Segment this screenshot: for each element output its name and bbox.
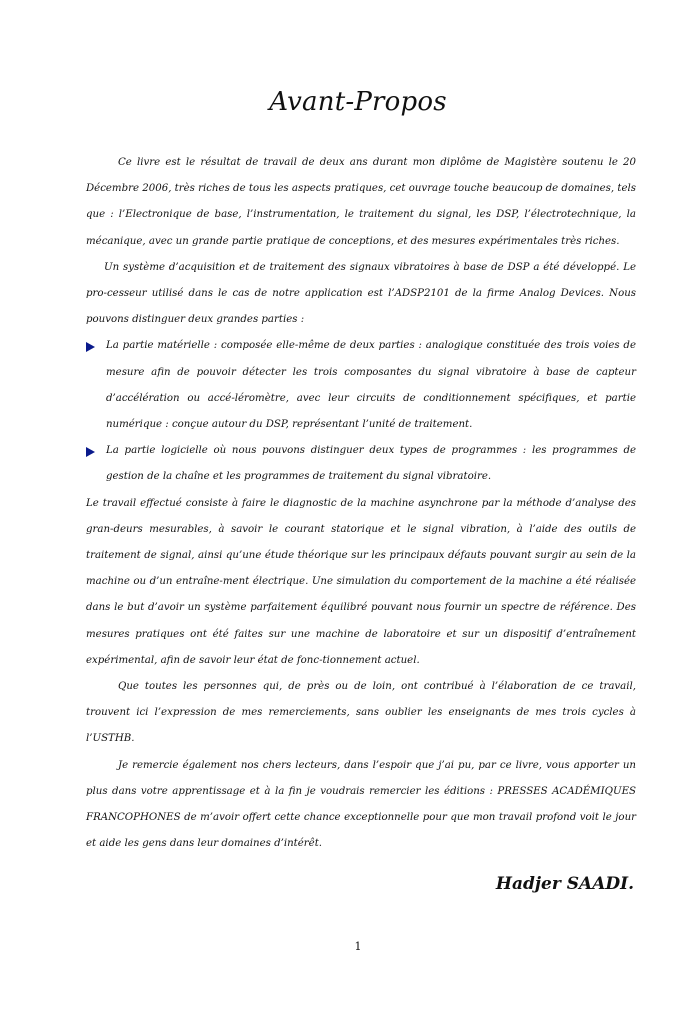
bullet-item-hardware: [86, 333, 636, 438]
page-number: 1: [354, 940, 362, 953]
document-body: [86, 150, 636, 857]
paragraph-system: Un système d’acquisition et de traitement des signaux vibratoires à base de DSP a été développé. Le pro-cesseur utilisé dans le cas de notre application est l’ADSP2101 de la firme Analog Devices. Nous pouvons distinguer deux grandes parties :: [86, 261, 636, 326]
paragraph-work: Le travail effectué consiste à faire le diagnostic de la machine asynchrone par la méthode d’analyse des gran-deurs mesurables, à savoir le courant statorique et le signal vibration, à l’aide des outils de traitement de signal, ainsi qu’une étude théorique sur les principaux défauts pouvant surgir au sein de la machine ou d’un entraîne-ment électrique. Une simulation du comportement de la machine a été réalisée dans le but d’avoir un système parfaitement équilibré pouvant nous fournir un spectre de référence. Des mesures pratiques ont été faites sur une machine de laboratoire et sur un dispositif d’entraînement expérimental, afin de savoir leur état de fonc-tionnement actuel.: [86, 497, 636, 666]
paragraph-readers: Je remercie également nos chers lecteurs, dans l’espoir que j’ai pu, par ce livre, vous apporter un plus dans votre apprentissage et à la fin je voudrais remercier les éditions : PRESSES ACADÉMIQUES FRANCOPHONES de m’avoir offert cette chance exceptionnelle pour que mon travail profond voit le jour et aide les gens dans leur domaines d’intérêt.: [86, 759, 636, 850]
bullet-text-software: La partie logicielle où nous pouvons distinguer deux types de programmes : les programmes de gestion de la chaîne et les programmes de traitement du signal vibratoire.: [106, 445, 636, 483]
author-signature: Hadjer SAADI.: [495, 874, 634, 894]
arrowhead-bullet-icon: [86, 447, 95, 457]
page-title: Avant-Propos: [269, 87, 447, 117]
paragraph-thanks: Que toutes les personnes qui, de près ou de loin, ont contribué à l’élaboration de ce travail, trouvent ici l’expression de mes remerciements, sans oublier les enseignants de mes trois cycles à l’USTHB.: [86, 681, 636, 745]
paragraph-intro: Ce livre est le résultat de travail de deux ans durant mon diplôme de Magistère soutenu le 20 Décembre 2006, très riches de tous les aspects pratiques, cet ouvrage touche beaucoup de domaines, tels que : l’Electronique de base, l’instrumentation, le traitement du signal, les DSP, l’électrotechnique, la mécanique, avec un grande partie pratique de conceptions, et des mesures expérimentales très riches.: [86, 157, 636, 247]
bullet-text-hardware: La partie matérielle : composée elle-même de deux parties : analogique constituée des trois voies de mesure afin de pouvoir détecter les trois composantes du signal vibratoire à base de capteur d’accélération ou accé-léromètre, avec leur circuits de conditionnement spécifiques, et partie numérique : conçue autour du DSP, représentant l’unité de traitement.: [106, 340, 636, 431]
bullet-item-software: [86, 438, 636, 490]
arrowhead-bullet-icon: [86, 342, 95, 352]
